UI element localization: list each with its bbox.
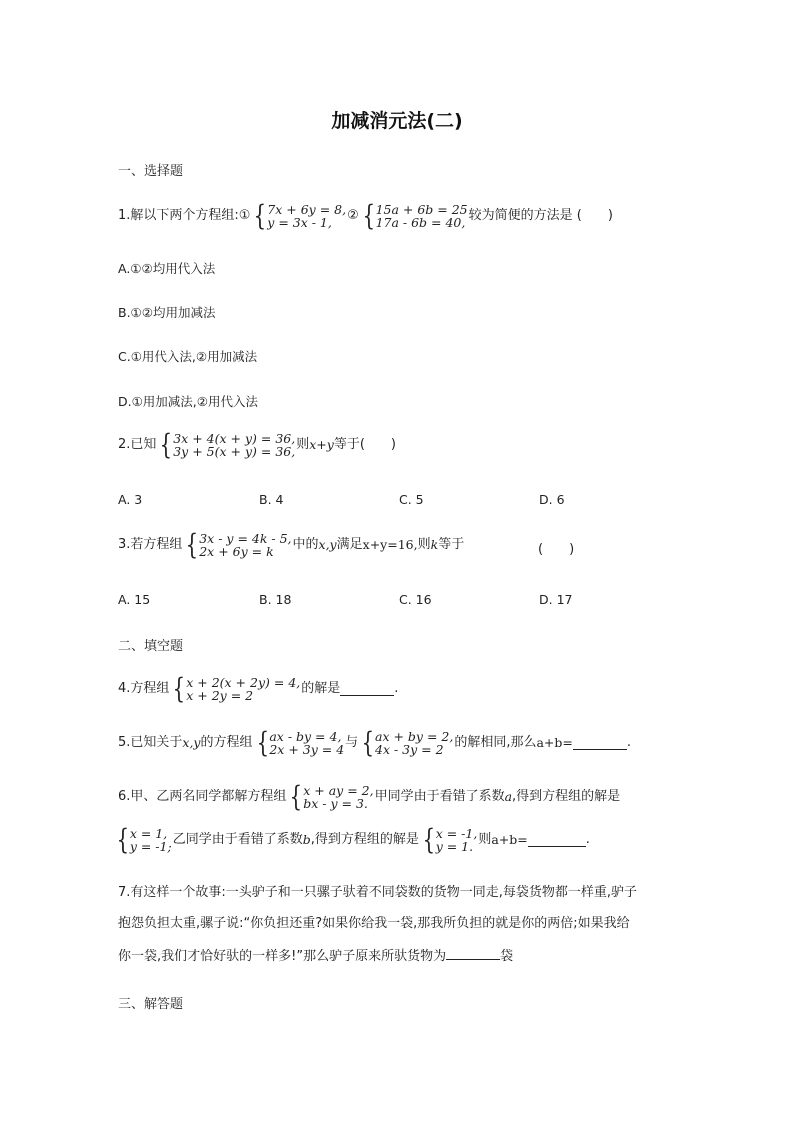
q5-sys2-eq1: ax + by = 2, (375, 729, 454, 744)
q5-mid3: 的解相同,那么 (454, 735, 537, 750)
q5-expr: a+b= (536, 735, 573, 750)
section-heading-fill: 二、填空题 (118, 639, 184, 654)
q6-sol1-y: y = -1; (129, 839, 172, 854)
q5-answer-blank[interactable] (573, 737, 627, 750)
q2-var: x+y (309, 437, 334, 452)
q6-eq1: x + ay = 2, (303, 783, 374, 798)
q6-system: { x + ay = 2, bx - y = 3. (290, 780, 374, 813)
q2-mid: 则 (296, 437, 310, 452)
question-3 (118, 528, 465, 561)
q6-sol2-y: y = 1. (435, 839, 474, 854)
q3-eq1: 3x - y = 4k - 5, (199, 531, 292, 546)
q3-prefix: 3.若方程组 (118, 537, 183, 552)
q3-vars: x,y (318, 537, 337, 552)
q5-sys2-eq2: 4x - 3y = 2 (375, 742, 444, 757)
q6-end: . (585, 832, 590, 847)
q7-line-1: 7.有这样一个故事:一头驴子和一只骡子驮着不同袋数的货物一同走,每袋货物都一样重,驴子 (118, 885, 638, 900)
question-1 (118, 199, 613, 232)
q1-option-a: A.①②均用代入法 (118, 261, 216, 276)
q6-mid5: 则 (478, 832, 492, 847)
q6-mid2: ,得到方程组的解是 (512, 789, 621, 804)
q2-option-a: A. 3 (118, 492, 143, 507)
q4-answer-blank[interactable] (340, 683, 394, 696)
q2-eq2: 3y + 5(x + y) = 36, (173, 444, 296, 459)
q5-system-2: { ax + by = 2, 4x - 3y = 2 (361, 726, 454, 759)
q3-option-d: D. 17 (539, 592, 573, 607)
q5-mid1: 的方程组 (200, 735, 253, 750)
q3-option-b: B. 18 (259, 592, 292, 607)
q6-a: a (504, 789, 513, 804)
q6-prefix: 6.甲、乙两名同学都解方程组 (118, 789, 287, 804)
q4-eq1: x + 2(x + 2y) = 4, (186, 675, 301, 690)
q6-answer-blank[interactable] (528, 834, 586, 847)
q5-vars: x,y (182, 735, 201, 750)
q7-answer-blank[interactable] (446, 947, 500, 960)
q2-eq1: 3x + 4(x + y) = 36, (173, 431, 296, 446)
question-6-line-2 (116, 823, 590, 856)
question-4 (118, 672, 399, 705)
page-title: 加减消元法(二) (331, 110, 463, 132)
q1-option-c: C.①用代入法,②用加减法 (118, 349, 258, 364)
section-heading-choice: 一、选择题 (118, 164, 184, 179)
q3-suffix: 等于 (438, 537, 465, 552)
question-6-line-1 (118, 780, 621, 813)
q5-prefix: 5.已知关于 (118, 735, 183, 750)
question-2 (118, 428, 396, 461)
q5-sys1-eq1: ax - by = 4, (269, 729, 342, 744)
q1-suffix: 较为简便的方法是 ( ) (468, 208, 613, 223)
q1-sys2-eq1: 15a + 6b = 25 (375, 202, 468, 217)
q2-system: { 3x + 4(x + y) = 36, 3y + 5(x + y) = 36, (160, 428, 296, 461)
q7-line-2: 抱怨负担太重,骡子说:“你负担还重?如果你给我一袋,那我所负担的就是你的两倍;如果我给 (118, 916, 630, 931)
q3-mid3: 则 (417, 537, 431, 552)
q3-mid1: 中的 (292, 537, 319, 552)
q5-mid2: 与 (345, 735, 359, 750)
q3-condition: x+y=16, (362, 537, 418, 552)
section-heading-solve: 三、解答题 (118, 997, 184, 1012)
q3-option-a: A. 15 (118, 592, 151, 607)
q6-b: b (302, 832, 311, 847)
q6-mid1: 甲同学由于看错了系数 (374, 789, 505, 804)
q4-end: . (394, 681, 399, 696)
q7-line-3-wrap (118, 947, 513, 966)
q6-expr: a+b= (491, 832, 528, 847)
q3-eq2: 2x + 6y = k (199, 544, 274, 559)
q4-suffix: 的解是 (301, 681, 341, 696)
q2-option-d: D. 6 (539, 492, 565, 507)
q4-system: { x + 2(x + 2y) = 4, x + 2y = 2 (173, 672, 301, 705)
q2-suffix: 等于( ) (333, 437, 396, 452)
q6-mid4: ,得到方程组的解是 (310, 832, 419, 847)
q2-option-b: B. 4 (259, 492, 284, 507)
q3-k: k (430, 537, 439, 552)
q1-option-d: D.①用加减法,②用代入法 (118, 394, 258, 409)
q7-line-3: 你一袋,我们才恰好驮的一样多!”那么驴子原来所驮货物为 (118, 949, 447, 964)
q1-sys2-eq2: 17a - 6b = 40, (375, 215, 466, 230)
q4-prefix: 4.方程组 (118, 681, 170, 696)
q1-system-2: { 15a + 6b = 25 17a - 6b = 40, (362, 199, 468, 232)
q5-end: . (626, 735, 632, 750)
q1-system-1: { 7x + 6y = 8, y = 3x - 1, (254, 199, 347, 232)
q7-end: 袋 (500, 949, 514, 964)
q6-solution-1: { x = 1, y = -1; (116, 823, 172, 856)
q2-option-c: C. 5 (399, 492, 424, 507)
q6-sol2-x: x = -1, (435, 826, 478, 841)
q1-sys1-eq2: y = 3x - 1, (267, 215, 332, 230)
q3-system: { 3x - y = 4k - 5, 2x + 6y = k (186, 528, 292, 561)
q4-eq2: x + 2y = 2 (186, 688, 254, 703)
question-5 (118, 726, 632, 759)
q6-eq2: bx - y = 3. (303, 796, 368, 811)
q6-mid3: 乙同学由于看错了系数 (172, 832, 303, 847)
q3-answer-paren: ( ) (538, 542, 575, 557)
q1-sys1-eq1: 7x + 6y = 8, (267, 202, 347, 217)
q2-prefix: 2.已知 (118, 437, 157, 452)
q3-option-c: C. 16 (399, 592, 432, 607)
q6-solution-2: { x = -1, y = 1. (422, 823, 478, 856)
q5-system-1: { ax - by = 4, 2x + 3y = 4 (256, 726, 345, 759)
q1-mid: ② (347, 208, 359, 223)
q1-option-b: B.①②均用加减法 (118, 305, 216, 320)
q5-sys1-eq2: 2x + 3y = 4 (269, 742, 345, 757)
q3-mid2: 满足 (336, 537, 363, 552)
q6-sol1-x: x = 1, (129, 826, 168, 841)
q1-prefix: 1.解以下两个方程组:① (118, 208, 251, 223)
